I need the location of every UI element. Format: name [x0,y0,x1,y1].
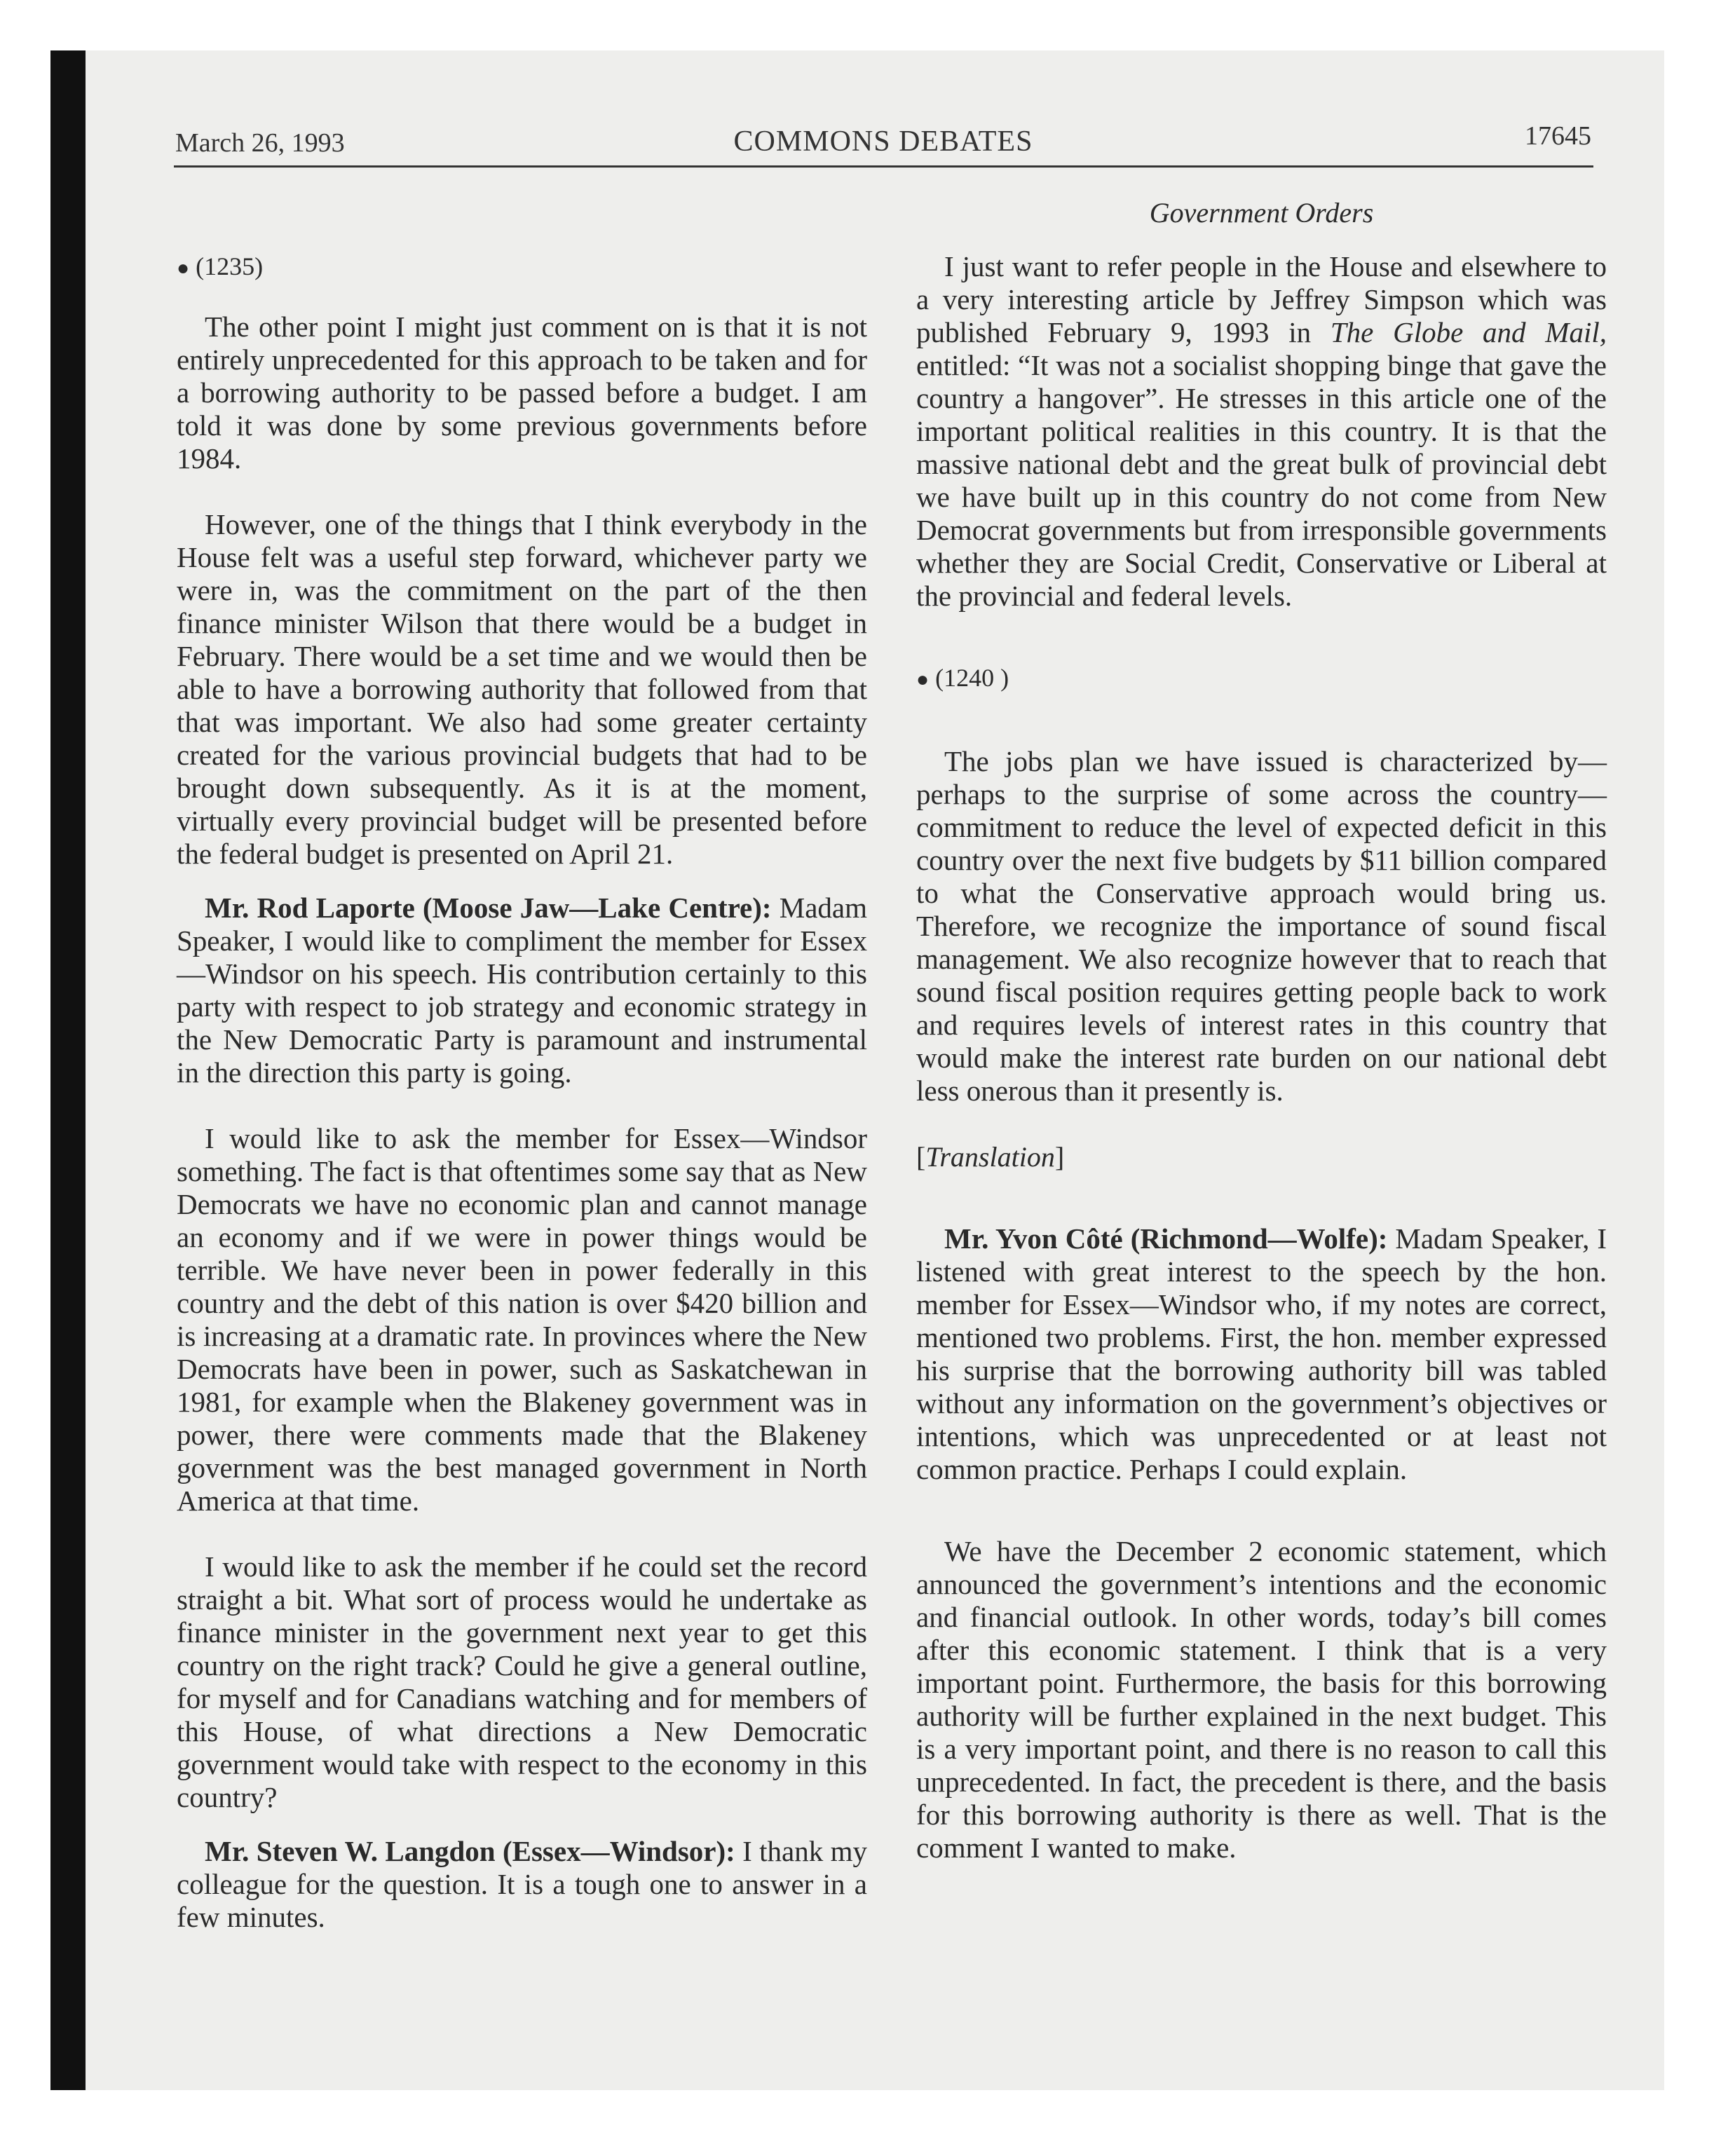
translation-label: Translation [925,1141,1055,1173]
paragraph: We have the December 2 economic statement, which announced the government’s intentions and the economic and financial outlook. In other words, today’s bill comes after this economic statement. I think that is a very important point. Furthermore, the basis for this borrowing authority will be further explained in the next budget. This is a very important point, and there is no reason to call this unprecedented. In fact, the precedent is there, and the basis for this borrowing authority is there as well. That is the comment I wanted to make. [916,1535,1607,1864]
paragraph: I would like to ask the member if he could set the record straight a bit. What sort of process would he undertake as finance minister in the government next year to get this country on the right track? Could he give a general outline, for myself and for Canadians watching and for members of this House, of what directions a New Democratic government would take with respect to the economy in this country? [177,1550,867,1813]
left-column [177,196,867,1934]
time-marker-label: (1235) [196,252,264,280]
time-marker [916,662,1607,696]
paragraph [916,250,1607,613]
speech-text: I thank my colleague for the question. It is a tough one to answer in a few minutes. [177,1835,868,1933]
paragraph-text: I just want to refer people in the House and elsewhere to a very interesting article by Jeffrey Simpson which was published February 9, 1993 in [916,250,1607,348]
time-marker [177,250,867,285]
speech-text: Madam Speaker, I would like to compliment the member for Essex—Windsor on his speech. His contribution certainly to this party with respect to job strategy and economic strategy in the New Democratic Party is paramount and instrumental in the direction this party is going. [177,892,867,1089]
speaker-name: Mr. Rod Laporte (Moose Jaw—Lake Centre): [205,892,772,924]
right-column [916,196,1607,1864]
scan-border [50,50,86,2090]
header-title: COMMONS DEBATES [733,125,1033,158]
header-page-number: 17645 [1525,121,1591,151]
paragraph-text: entitled: “It was not a socialist shopping binge that gave the country a hangover”. He stresses in this article one of the important political realities in this country. It is that the massive national debt and the great bulk of provincial debt we have built up in this country do not come from New Democrat governments but from irresponsible governments whether they are Social Credit, Conservative or Liberal at the provincial and federal levels. [916,349,1607,612]
paragraph: The jobs plan we have issued is characterized by—perhaps to the surprise of some across the country—commitment to reduce the level of expected deficit in this country over the next five budgets by $11 billion compared to what the Conservative approach would bring us. Therefore, we recognize the importance of sound fiscal management. We also recognize however that to reach that sound fiscal position requires getting people back to work and requires levels of interest rates in this country that would make the interest rate burden on our national debt less onerous than it presently is. [916,745,1607,1107]
paragraph: I would like to ask the member for Essex—Windsor something. The fact is that oftentimes some say that as New Democrats we have no economic plan and cannot manage an economy and if we were in power things would be terrible. We have never been in power federally in this country and the debt of this nation is over $420 billion and is increasing at a dramatic rate. In provinces where the New Democrats have been in power, such as Saskatchewan in 1981, for example when the Blakeney government was in power, there were comments made that the Blakeney government was the best managed government in North America at that time. [177,1122,867,1517]
paragraph [177,1835,867,1934]
page-header [175,121,1591,167]
speaker-name: Mr. Steven W. Langdon (Essex—Windsor): [205,1835,735,1867]
paragraph: However, one of the things that I think everybody in the House felt was a useful step forward, whichever party we were in, was the commitment on the part of the then finance minister Wilson that there would be a budget in February. There would be a set time and we would then be able to have a borrowing authority that followed from that that was important. We also had some greater certainty created for the various provincial budgets that had to be brought down subsequently. As it is at the moment, virtually every provincial budget will be presented before the federal budget is presented on April 21. [177,508,867,870]
bullet-icon: ● [177,257,190,280]
speech-text: Madam Speaker, I listened with great interest to the speech by the hon. member for Essex—Windsor who, if my notes are correct, mentioned two problems. First, the hon. member expressed his surprise that the borrowing authority bill was tabled without any information on the government’s objectives or intentions, which was unprecedented or at least not common practice. Perhaps I could explain. [916,1222,1607,1485]
paragraph [916,1222,1607,1486]
translation-tag: [Translation] [916,1141,1065,1173]
header-date: March 26, 1993 [175,128,345,158]
paragraph: The other point I might just comment on is that it is not entirely unprecedented for this approach to be taken and for a borrowing authority to be passed before a budget. I am told it was done by some previous governments before 1984. [177,311,867,475]
speaker-name: Mr. Yvon Côté (Richmond—Wolfe): [944,1222,1388,1255]
header-rule [174,165,1593,168]
section-header: Government Orders [1149,197,1374,228]
paragraph [177,892,867,1089]
bullet-icon: ● [916,668,930,691]
time-marker-label: (1240 ) [935,664,1009,692]
newspaper-title: The Globe and Mail, [1330,316,1607,348]
